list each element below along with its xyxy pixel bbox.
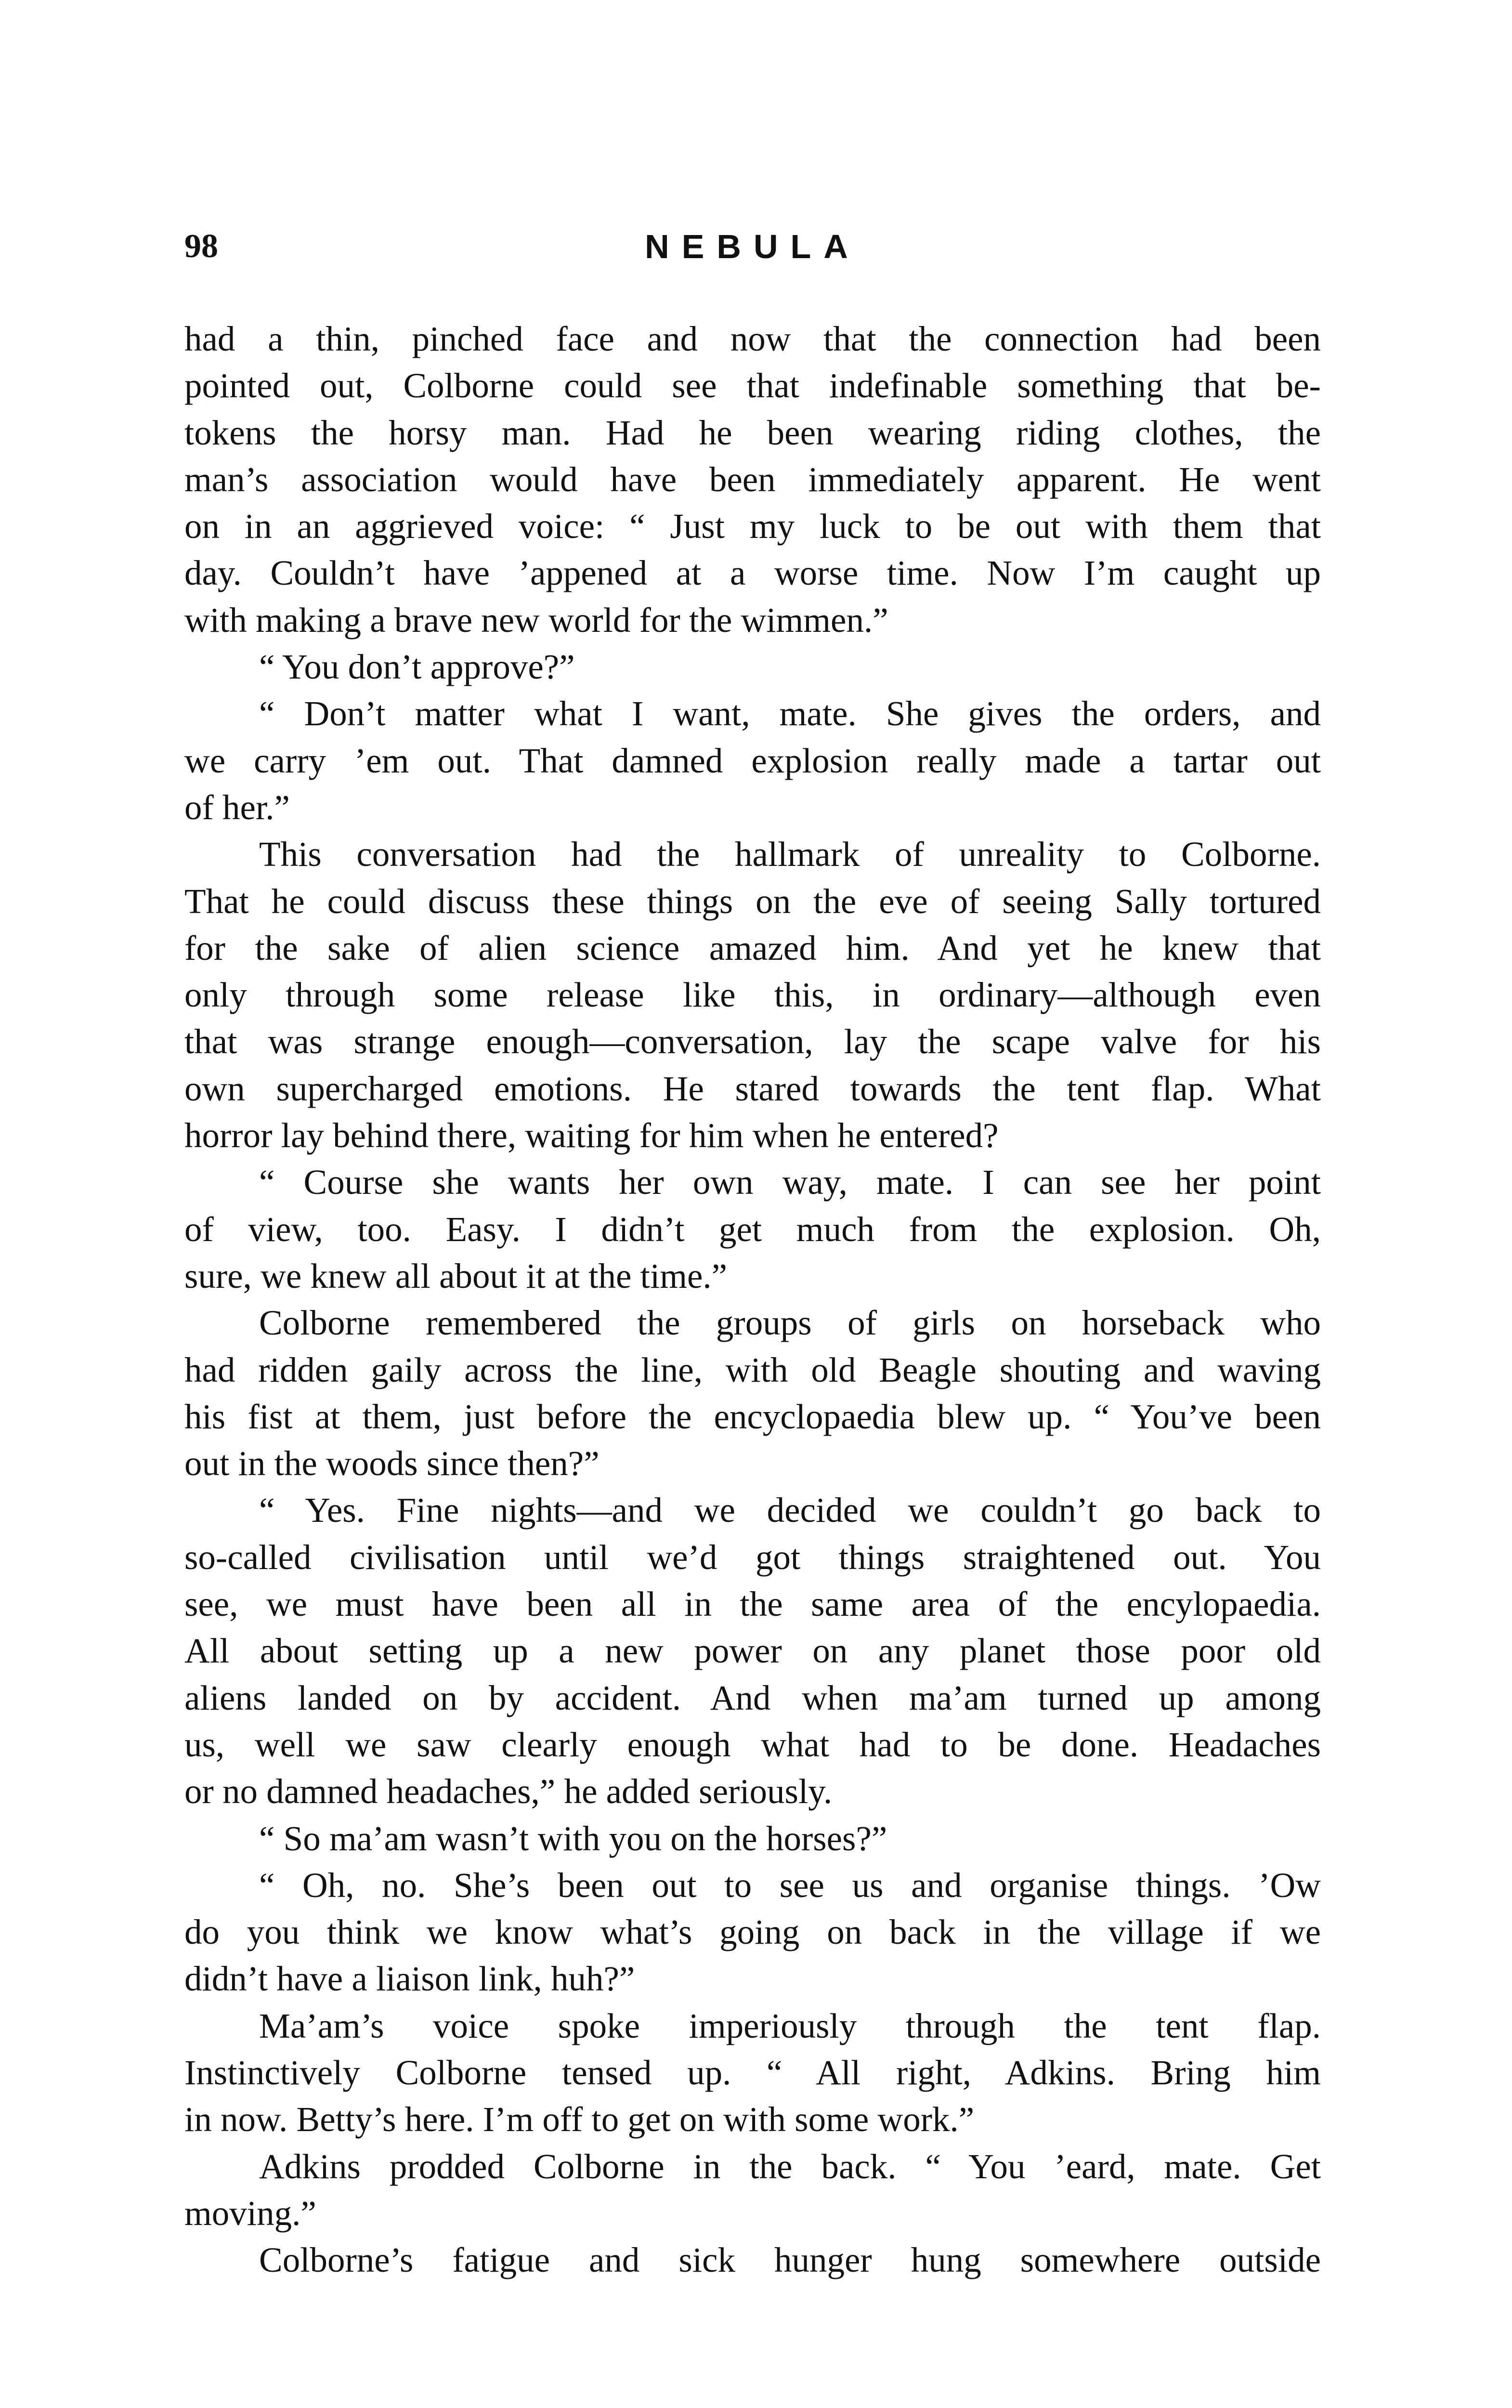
- text-row: [184, 737, 1321, 784]
- text-line: Colborne remembered the groups of girls on horseback who: [259, 1303, 1321, 1343]
- text-line: see, we must have been all in the same area of the encylopaedia.: [184, 1584, 1321, 1624]
- text-row: [184, 925, 1321, 971]
- text-line: day. Couldn’t have ’appened at a worse time. Now I’m caught up: [184, 553, 1321, 593]
- text-line: his fist at them, just before the encyclopaedia blew up. “ You’ve been: [184, 1397, 1321, 1436]
- text-row: [184, 1534, 1321, 1581]
- paragraph: [184, 1862, 1321, 2002]
- text-line: This conversation had the hallmark of unreality to Colborne.: [259, 835, 1321, 874]
- text-row: [184, 1768, 1321, 1815]
- text-row: [184, 878, 1321, 925]
- paragraph: [184, 2237, 1321, 2283]
- text-line: Ma’am’s voice spoke imperiously through the tent flap.: [259, 2006, 1321, 2045]
- text-line: didn’t have a liaison link, huh?”: [184, 1959, 635, 1999]
- text-line: “ Yes. Fine nights—and we decided we couldn’t go back to: [259, 1491, 1321, 1530]
- text-row: [184, 1253, 1321, 1299]
- text-row: [184, 1815, 1321, 1862]
- text-line: That he could discuss these things on the eve of seeing Sally tortured: [184, 881, 1321, 921]
- running-title: NEBULA: [645, 228, 860, 265]
- text-line: with making a brave new world for the wimmen.”: [184, 600, 888, 640]
- text-row: [184, 2190, 1321, 2237]
- text-row: [184, 1347, 1321, 1393]
- text-line: so-called civilisation until we’d got things straightened out. You: [184, 1537, 1321, 1577]
- text-row: [184, 456, 1321, 503]
- text-row: [184, 1159, 1321, 1205]
- paragraph: [184, 315, 1321, 643]
- text-row: [184, 1627, 1321, 1674]
- text-row: [184, 362, 1321, 409]
- text-row: [184, 1206, 1321, 1253]
- text-line: Instinctively Colborne tensed up. “ All right, Adkins. Bring him: [184, 2053, 1321, 2092]
- text-line: pointed out, Colborne could see that indefinable something that be-: [184, 366, 1321, 406]
- page-number: 98: [184, 228, 218, 265]
- text-line: All about setting up a new power on any planet those poor old: [184, 1631, 1321, 1671]
- text-row: [184, 409, 1321, 456]
- text-row: [184, 1065, 1321, 1112]
- text-line: out in the woods since then?”: [184, 1444, 600, 1483]
- text-row: [184, 1299, 1321, 1346]
- text-row: [184, 1487, 1321, 1533]
- text-line: own supercharged emotions. He stared towards the tent flap. What: [184, 1069, 1321, 1108]
- text-row: [184, 2237, 1321, 2283]
- text-line: in now. Betty’s here. I’m off to get on with some work.”: [184, 2100, 975, 2139]
- text-line: had ridden gaily across the line, with old Beagle shouting and waving: [184, 1350, 1321, 1389]
- text-line: on in an aggrieved voice: “ Just my luck to be out with them that: [184, 507, 1321, 546]
- text-line: or no damned headaches,” he added seriously.: [184, 1772, 833, 1811]
- text-line: only through some release like this, in ordinary—although even: [184, 975, 1321, 1015]
- text-line: of view, too. Easy. I didn’t get much from the explosion. Oh,: [184, 1209, 1321, 1249]
- text-row: [184, 1909, 1321, 1955]
- text-line: for the sake of alien science amazed him. And yet he knew that: [184, 928, 1321, 968]
- text-row: [184, 971, 1321, 1018]
- paragraph: [184, 1815, 1321, 1862]
- text-row: [184, 2096, 1321, 2143]
- text-line: “ You don’t approve?”: [259, 647, 575, 687]
- body-text: [184, 315, 1321, 2283]
- paragraph: [184, 2143, 1321, 2237]
- text-row: [184, 1112, 1321, 1159]
- text-row: [184, 643, 1321, 690]
- text-row: [184, 1721, 1321, 1768]
- text-row: [184, 1393, 1321, 1440]
- text-line: aliens landed on by accident. And when ma’am turned up among: [184, 1678, 1321, 1717]
- text-line: that was strange enough—conversation, lay the scape valve for his: [184, 1022, 1321, 1061]
- text-row: [184, 1675, 1321, 1721]
- page-header: [184, 222, 1321, 271]
- text-line: “ Oh, no. She’s been out to see us and organise things. ’Ow: [259, 1865, 1321, 1905]
- text-row: [184, 1581, 1321, 1627]
- text-row: [184, 1018, 1321, 1065]
- text-line: had a thin, pinched face and now that the connection had been: [184, 319, 1321, 358]
- paragraph: [184, 1299, 1321, 1487]
- text-line: Adkins prodded Colborne in the back. “ You ’eard, mate. Get: [259, 2146, 1321, 2186]
- text-line: “ Course she wants her own way, mate. I can see her point: [259, 1163, 1321, 1202]
- text-line: do you think we know what’s going on back in the village if we: [184, 1912, 1321, 1952]
- text-line: sure, we knew all about it at the time.”: [184, 1256, 728, 1296]
- paragraph: [184, 1159, 1321, 1299]
- text-line: of her.”: [184, 787, 290, 827]
- text-row: [184, 2143, 1321, 2190]
- text-line: us, well we saw clearly enough what had to be done. Headaches: [184, 1725, 1321, 1764]
- text-line: horror lay behind there, waiting for him when he entered?: [184, 1116, 999, 1155]
- text-row: [184, 503, 1321, 550]
- paragraph: [184, 643, 1321, 690]
- text-line: “ Don’t matter what I want, mate. She gives the orders, and: [259, 694, 1321, 733]
- text-row: [184, 2049, 1321, 2096]
- paragraph: [184, 831, 1321, 1159]
- text-line: Colborne’s fatigue and sick hunger hung somewhere outside: [259, 2240, 1321, 2280]
- text-line: man’s association would have been immediately apparent. He went: [184, 459, 1321, 499]
- text-row: [184, 597, 1321, 643]
- text-row: [184, 550, 1321, 596]
- text-row: [184, 2002, 1321, 2049]
- paragraph: [184, 1487, 1321, 1815]
- paragraph: [184, 2002, 1321, 2143]
- text-row: [184, 1440, 1321, 1487]
- text-row: [184, 315, 1321, 362]
- text-row: [184, 1955, 1321, 2002]
- text-line: moving.”: [184, 2193, 316, 2233]
- text-line: we carry ’em out. That damned explosion really made a tartar out: [184, 741, 1321, 780]
- text-row: [184, 1862, 1321, 1909]
- text-line: “ So ma’am wasn’t with you on the horses?”: [259, 1819, 887, 1858]
- paragraph: [184, 690, 1321, 831]
- text-row: [184, 690, 1321, 737]
- text-row: [184, 831, 1321, 877]
- text-line: tokens the horsy man. Had he been wearing riding clothes, the: [184, 413, 1321, 452]
- text-row: [184, 784, 1321, 831]
